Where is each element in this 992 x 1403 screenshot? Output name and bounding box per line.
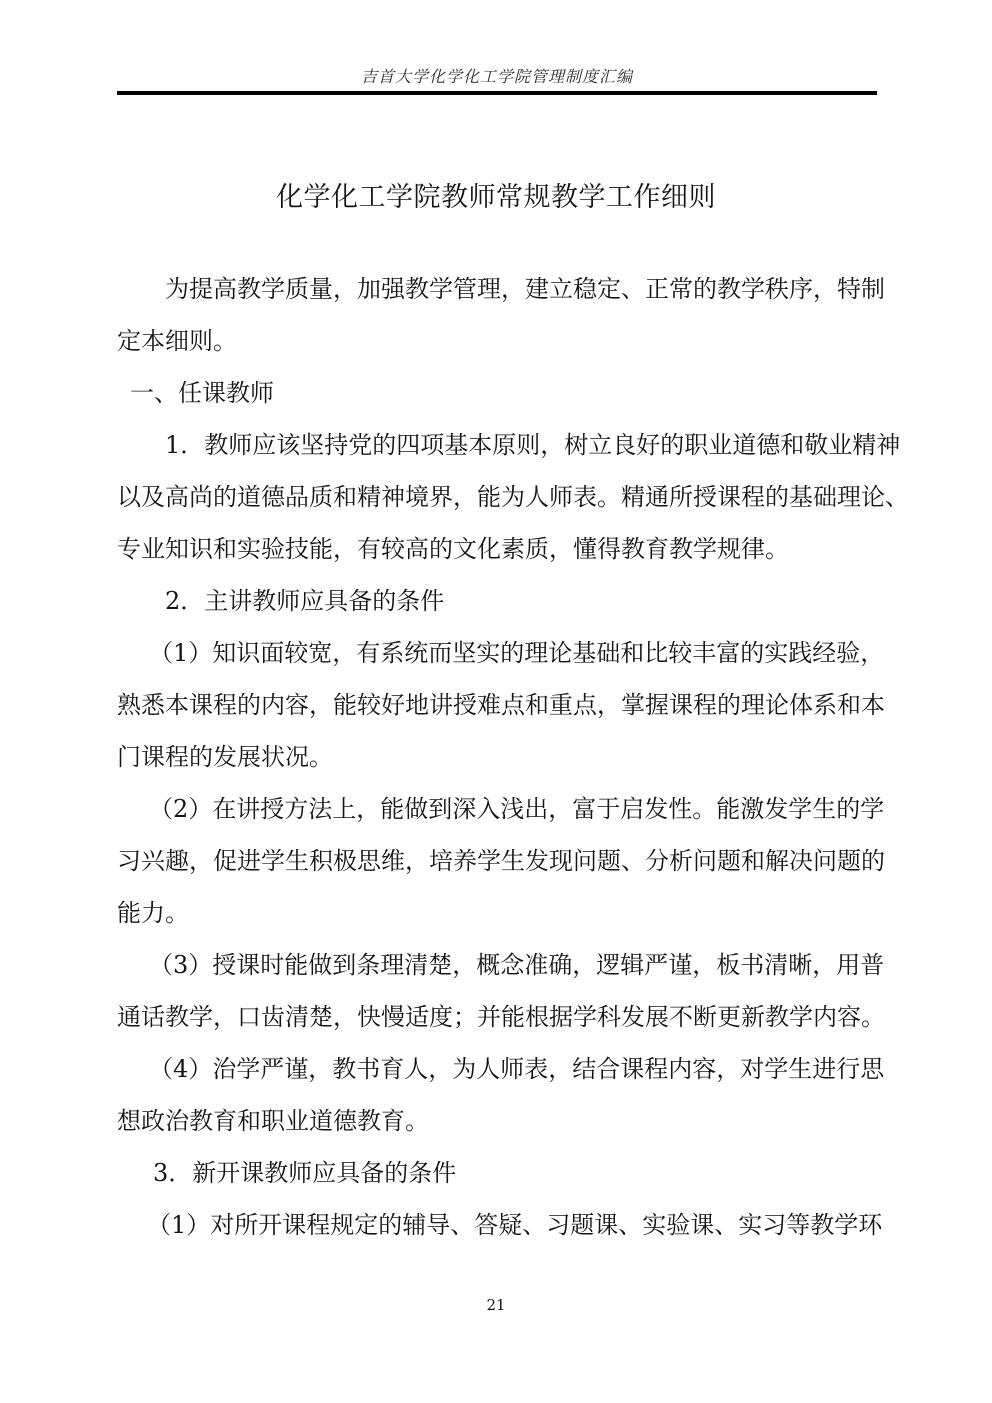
body-text-line: （1）对所开课程规定的辅导、答疑、习题课、实验课、实习等教学环 [147,1211,883,1239]
body-text-line: （3）授课时能做到条理清楚，概念准确，逻辑严谨，板书清晰，用普 [149,951,885,979]
body-text-line: 通话教学，口齿清楚，快慢适度；并能根据学科发展不断更新教学内容。 [117,1003,885,1031]
body-text-line: 2．主讲教师应具备的条件 [165,587,445,615]
body-text-line: 3．新开课教师应具备的条件 [153,1159,457,1187]
body-text-line: 习兴趣，促进学生积极思维，培养学生发现问题、分析问题和解决问题的 [117,847,885,875]
page-number: 21 [486,1296,506,1314]
body-text-line: 为提高教学质量，加强教学管理，建立稳定、正常的教学秩序，特制 [165,275,885,303]
body-text-line: 以及高尚的道德品质和精神境界，能为人师表。精通所授课程的基础理论、 [117,483,909,511]
body-text-line: （2）在讲授方法上，能做到深入浅出，富于启发性。能激发学生的学 [149,795,885,823]
document-body [117,263,909,1251]
body-text-line: 能力。 [117,899,189,927]
body-text-line: 熟悉本课程的内容，能较好地讲授难点和重点，掌握课程的理论体系和本 [117,691,885,719]
body-text-line: 定本细则。 [117,327,237,355]
body-text-line: 想政治教育和职业道德教育。 [117,1107,429,1135]
body-text-line: 一、任课教师 [130,379,274,407]
body-text-line: 1．教师应该坚持党的四项基本原则，树立良好的职业道德和敬业精神 [165,431,901,459]
page-header-running-title: 吉首大学化学化工学院管理制度汇编 [360,67,633,86]
body-text-line: （4）治学严谨，教书育人，为人师表，结合课程内容，对学生进行思 [149,1055,885,1083]
body-text-line: 门课程的发展状况。 [117,743,333,771]
body-text-line: （1）知识面较宽，有系统而坚实的理论基础和比较丰富的实践经验， [149,639,885,667]
header-divider-rule [117,91,877,95]
document-title: 化学化工学院教师常规教学工作细则 [276,182,716,213]
body-text-line: 专业知识和实验技能，有较高的文化素质，懂得教育教学规律。 [117,535,789,563]
